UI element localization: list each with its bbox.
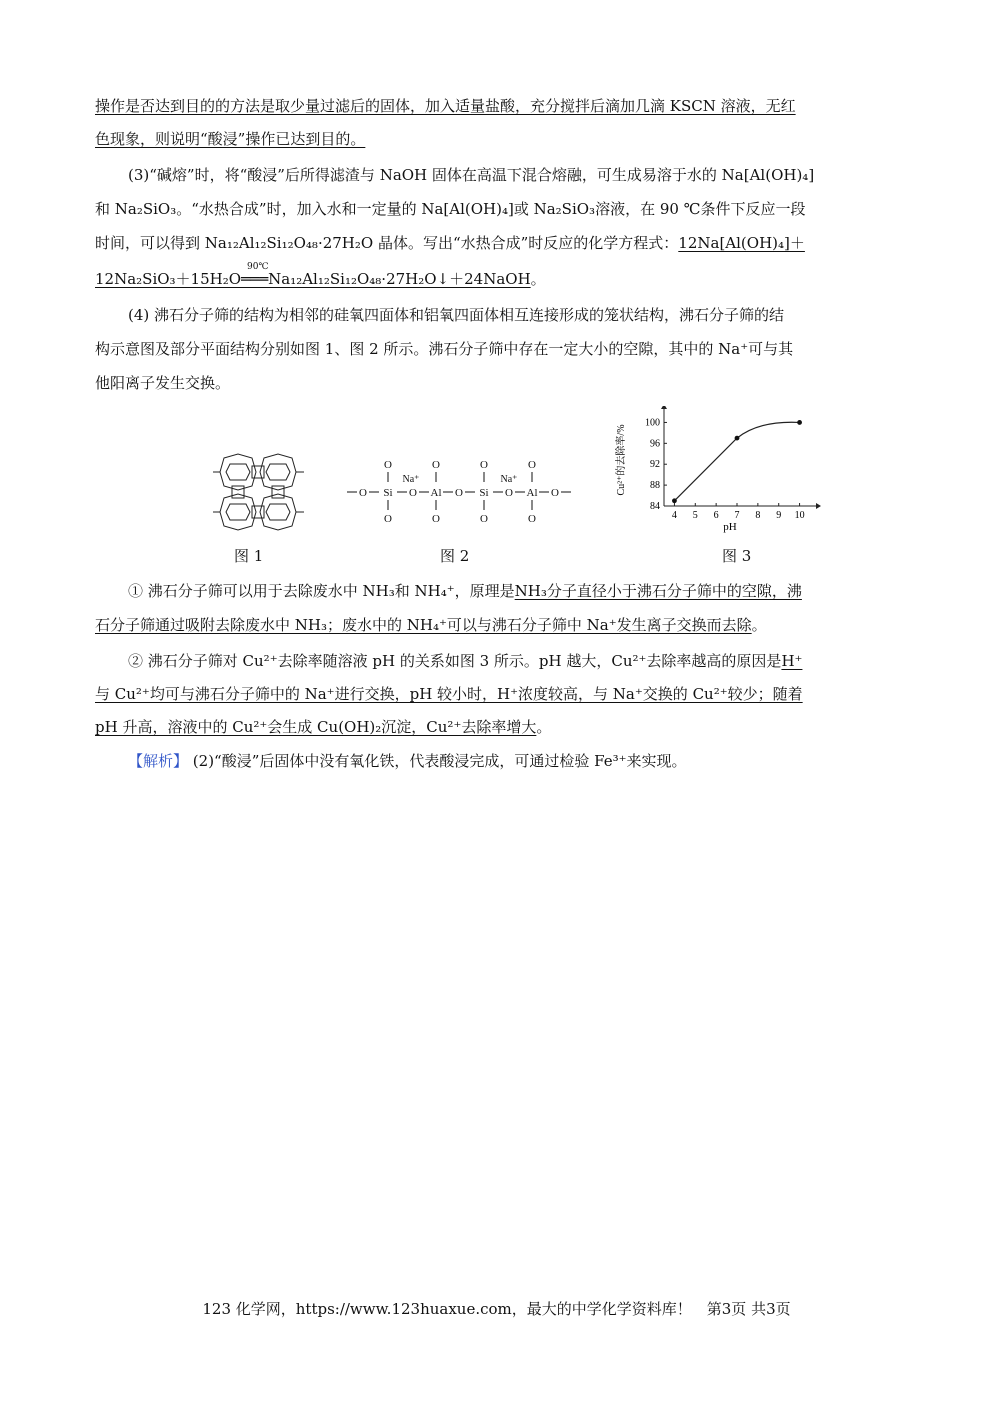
atom-label: O [455,487,463,499]
series-line [674,422,799,501]
x-tick-label: 10 [794,510,805,521]
x-axis-arrow-icon [816,503,821,509]
y-tick-label: 100 [645,417,660,429]
x-axis-label: pH [723,521,737,533]
analysis-tag: 【解析】 [128,752,189,770]
atom-label: Al [430,487,442,499]
q4-1-line-1 [128,580,802,602]
atom-label: Si [479,487,489,499]
q4-1-answer-part-2: 石分子筛通过吸附去除废水中 NH₃；废水中的 NH₄⁺可以与沸石分子筛中 Na⁺发生离子交换而去除 [95,616,752,634]
q4-2-answer-part-3: pH 升高，溶液中的 Cu²⁺会生成 Cu(OH)₂沉淀，Cu²⁺去除率增大 [95,718,537,736]
q4-line-1: (4) 沸石分子筛的结构为相邻的硅氧四面体和铝氧四面体相互连接形成的笼状结构，沸石分子筛的结 [128,306,785,324]
q4-2-line-1 [128,650,802,672]
figure-1-label: 图 1 [234,547,264,565]
data-point [735,436,740,441]
atom-label: O [505,487,513,499]
y-axis-label: Cu²⁺的去除率/% [616,424,627,496]
equation-end: 。 [530,270,546,288]
q4-2-answer-part-1: H⁺ [781,652,803,670]
atom-label: Al [526,487,538,499]
removal-rate-chart [612,406,822,534]
answer-line-1: 操作是否达到目的的方法是取少量过滤后的固体，加入适量盐酸，充分搅拌后滴加几滴 KSCN 溶液，无红 [95,97,796,115]
q4-2-question: ② 沸石分子筛对 Cu²⁺去除率随溶液 pH 的关系如图 3 所示。pH 越大，Cu²⁺去除率越高的原因是 [128,652,782,670]
atom-label: O [359,487,367,499]
atom-label: O [528,459,536,471]
q3-line-1: (3)“碱熔”时，将“酸浸”后所得滤渣与 NaOH 固体在高温下混合熔融，可生成易溶于水的 Na[Al(OH)₄] [128,166,815,184]
atom-label: O [384,513,392,525]
q4-2-end: 。 [536,718,552,736]
analysis-line [128,750,687,772]
figure-3-label: 图 3 [722,547,752,565]
q4-1-end: 。 [751,616,767,634]
x-tick-label: 7 [734,510,740,521]
sodium-ion-label: Na⁺ [402,474,420,485]
q4-1-answer-part-1: NH₃分子直径小于沸石分子筛中的空隙，沸 [514,582,802,600]
atom-label: O [409,487,417,499]
sodium-ion-label: Na⁺ [500,474,518,485]
atom-label: O [551,487,559,499]
y-tick-label: 96 [650,438,660,450]
atom-label: O [384,459,392,471]
figure-2-label: 图 2 [440,547,470,565]
atom-label: O [480,459,488,471]
equation-part-1: 12Na[Al(OH)₄]＋ [678,234,805,252]
q4-line-3: 他阳离子发生交换。 [95,374,231,392]
q4-1-line-2 [95,614,767,636]
x-tick-label: 9 [776,510,782,521]
x-tick-label: 4 [671,510,677,521]
atom-label: O [480,513,488,525]
answer-line-2: 色现象，则说明“酸浸”操作已达到目的。 [95,130,366,148]
y-tick-label: 84 [650,501,660,512]
q4-2-line-2: 与 Cu²⁺均可与沸石分子筛中的 Na⁺进行交换，pH 较小时，H⁺浓度较高，与 Na⁺交换的 Cu²⁺较少；随着 [95,685,803,703]
q3-line-2: 和 Na₂SiO₃。“水热合成”时，加入水和一定量的 Na[Al(OH)₄]或 Na₂SiO₃溶液，在 90 ℃条件下反应一段 [95,200,806,218]
x-tick-label: 8 [755,510,761,521]
atom-label: O [432,459,440,471]
q3-line-3-text: 时间，可以得到 Na₁₂Al₁₂Si₁₂O₄₈·27H₂O 晶体。写出“水热合成”时反应的化学方程式： [95,234,679,252]
data-point [672,498,677,503]
q3-line-3 [95,232,805,254]
equation-part-2: 12Na₂SiO₃＋15H₂O═══Na₁₂Al₁₂Si₁₂O₄₈·27H₂O↓＋24NaOH [95,270,531,288]
x-tick-label: 5 [692,510,698,521]
q4-line-2: 构示意图及部分平面结构分别如图 1、图 2 所示。沸石分子筛中存在一定大小的空隙，其中的 Na⁺可与其 [95,340,794,358]
q4-2-line-3 [95,716,551,738]
data-point [797,420,802,425]
y-axis-arrow-icon [661,406,667,409]
zeolite-cage-figure [210,452,310,537]
y-tick-label: 88 [650,480,660,492]
x-tick-label: 6 [713,510,719,521]
y-tick-label: 92 [650,459,660,471]
zeolite-planar-figure [345,452,575,532]
reaction-condition: 90℃ [247,262,269,272]
atom-label: O [432,513,440,525]
q4-1-question: ① 沸石分子筛可以用于去除废水中 NH₃和 NH₄⁺，原理是 [128,582,515,600]
q3-line-4 [95,268,546,290]
atom-label: Si [383,487,393,499]
page-footer: 123 化学网，https://www.123huaxue.com，最大的中学化学资料库！ 第3页 共3页 [202,1300,791,1318]
analysis-text: (2)“酸浸”后固体中没有氧化铁，代表酸浸完成，可通过检验 Fe³⁺来实现。 [192,752,687,770]
atom-label: O [528,513,536,525]
